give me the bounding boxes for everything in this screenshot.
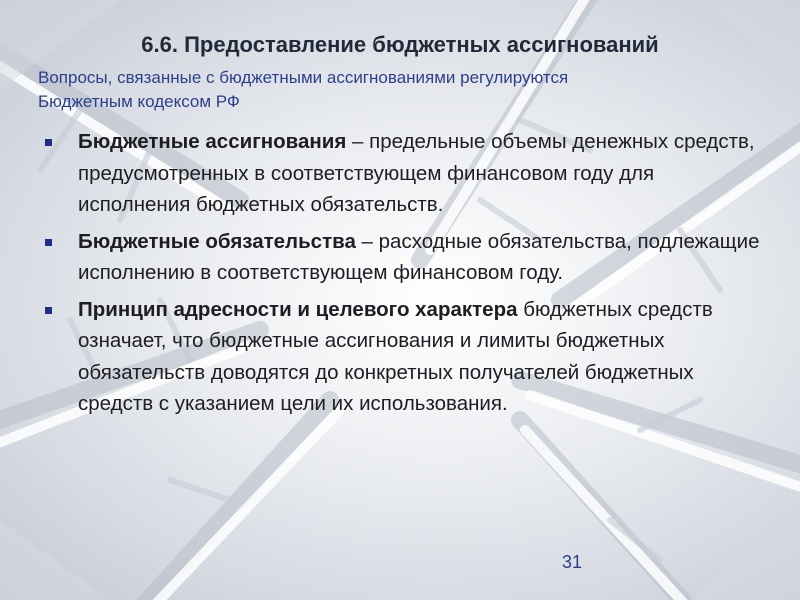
subtitle-line-1: Вопросы, связанные с бюджетными ассигнованиями регулируются (38, 68, 569, 87)
bullet-item (42, 294, 762, 420)
bullet-term: Бюджетные обязательства (78, 229, 356, 253)
slide-subtitle (38, 66, 758, 114)
bullet-text: – расходные обязательства, подлежащие исполнению в соответствующем финансовом году. (78, 229, 760, 284)
square-bullet-icon (45, 139, 52, 146)
bullet-term: Принцип адресности и целевого характера (78, 297, 518, 321)
square-bullet-icon (45, 239, 52, 246)
slide-title: 6.6. Предоставление бюджетных ассигнований (141, 32, 659, 57)
bullet-term: Бюджетные ассигнования (78, 130, 347, 153)
bullet-text: – предельные объемы денежных средств, предусмотренных в соответствующем финансовом году для исполнения бюджетных обязательств. (78, 130, 755, 216)
square-bullet-icon (45, 307, 52, 314)
subtitle-line-2: Бюджетным кодексом РФ (38, 92, 240, 111)
bullet-item (42, 226, 762, 289)
definitions-list (42, 126, 762, 425)
bullet-text: бюджетных средств означает, что бюджетные ассигнования и лимиты бюджетных обязательств доводятся до конкретных получателей бюджетных средств с указанием цели их использования. (78, 297, 713, 415)
bullet-item (42, 126, 762, 221)
page-number: 31 (562, 552, 583, 572)
